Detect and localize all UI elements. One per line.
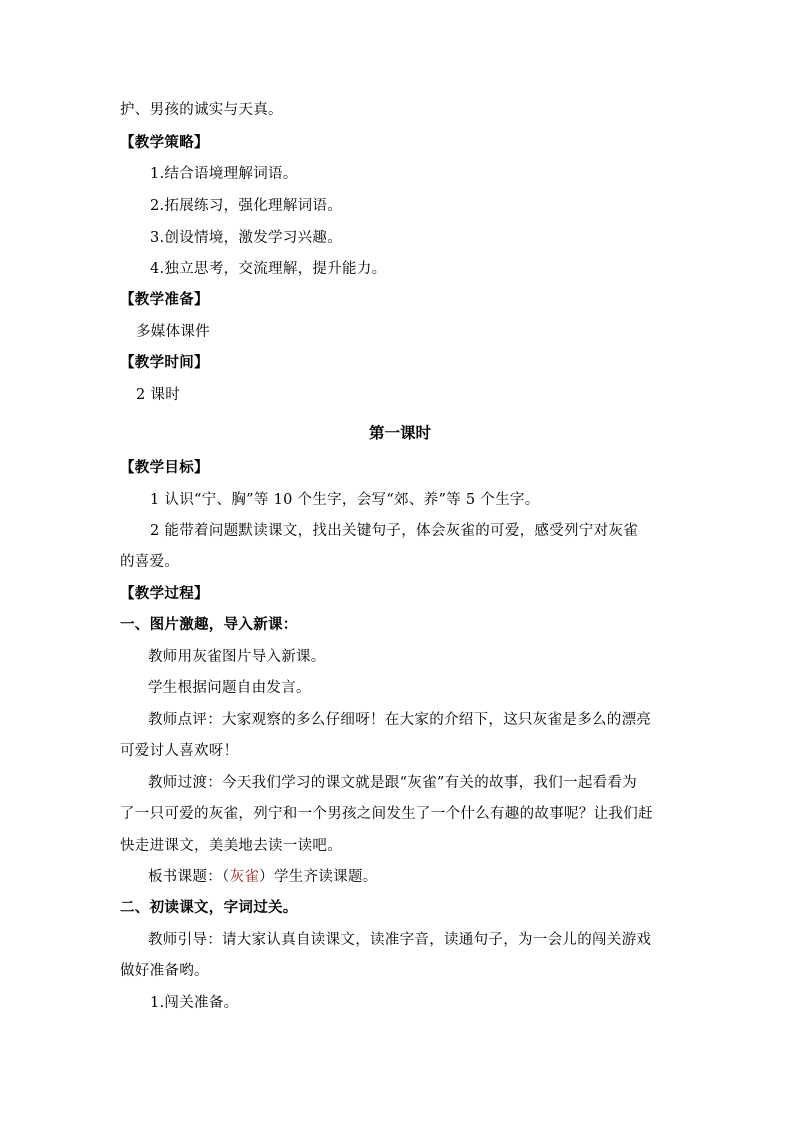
board-title-suffix: ）学生齐读课题。 bbox=[259, 869, 378, 885]
goal-1-text: 1 认识“宁、胸”等 10 个生字，会写“郊、养”等 5 个生字。 bbox=[150, 492, 540, 508]
section-2-para-1-line-1: 教师引导：请大家认真自读课文，读准字音，读通句子，为一会儿的闯关游戏 bbox=[148, 932, 652, 948]
preparation-heading: 【教学准备】 bbox=[120, 292, 209, 308]
section-2-para-1-line-2: 做好准备哟。 bbox=[120, 963, 209, 979]
section-1-para-5 bbox=[148, 867, 708, 887]
section-1-para-1: 教师用灰雀图片导入新课。 bbox=[148, 649, 326, 665]
goal-2-line-1: 2 能带着问题默读课文，找出关键句子，体会灰雀的可爱，感受列宁对灰雀 bbox=[150, 523, 639, 539]
lesson-title: 第一课时 bbox=[368, 424, 431, 442]
time-heading: 【教学时间】 bbox=[120, 355, 209, 371]
section-1-para-3-line-2: 可爱讨人喜欢呀！ bbox=[120, 743, 239, 759]
preparation-text: 多媒体课件 bbox=[136, 324, 210, 340]
section-2-title: 二、初读课文，字词过关。 bbox=[120, 900, 298, 916]
strategy-item-3: 3.创设情境，激发学习兴趣。 bbox=[150, 230, 343, 246]
section-1-title: 一、图片激趣，导入新课： bbox=[120, 617, 298, 633]
time-text: 2 课时 bbox=[136, 387, 181, 403]
process-heading: 【教学过程】 bbox=[120, 586, 209, 602]
strategy-item-4: 4.独立思考，交流理解，提升能力。 bbox=[150, 261, 387, 277]
section-1-para-4-line-2: 了一只可爱的灰雀，列宁和一个男孩之间发生了一个什么有趣的故事呢？让我们赶 bbox=[120, 806, 653, 822]
section-1-para-4-line-1: 教师过渡：今天我们学习的课文就是跟“灰雀”有关的故事，我们一起看看为 bbox=[148, 775, 638, 791]
section-2-para-2: 1.闯关准备。 bbox=[150, 995, 239, 1011]
strategy-item-2: 2.拓展练习，强化理解词语。 bbox=[150, 198, 343, 214]
intro-tail-text: 护、男孩的诚实与天真。 bbox=[120, 102, 283, 118]
strategy-heading: 【教学策略】 bbox=[120, 135, 209, 151]
section-1-para-4-line-3: 快走进课文，美美地去读一读吧。 bbox=[120, 838, 342, 854]
board-title-highlight: 灰雀 bbox=[229, 869, 260, 885]
strategy-item-1: 1.结合语境理解词语。 bbox=[150, 166, 298, 182]
section-1-para-3-line-1: 教师点评：大家观察的多么仔细呀！在大家的介绍下，这只灰雀是多么的漂亮 bbox=[148, 712, 652, 728]
goals-heading: 【教学目标】 bbox=[120, 460, 209, 476]
goal-2-line-2: 的喜爱。 bbox=[120, 554, 180, 570]
board-title-prefix: 板书课题：（ bbox=[148, 869, 230, 885]
section-1-para-2: 学生根据问题自由发言。 bbox=[148, 680, 311, 696]
